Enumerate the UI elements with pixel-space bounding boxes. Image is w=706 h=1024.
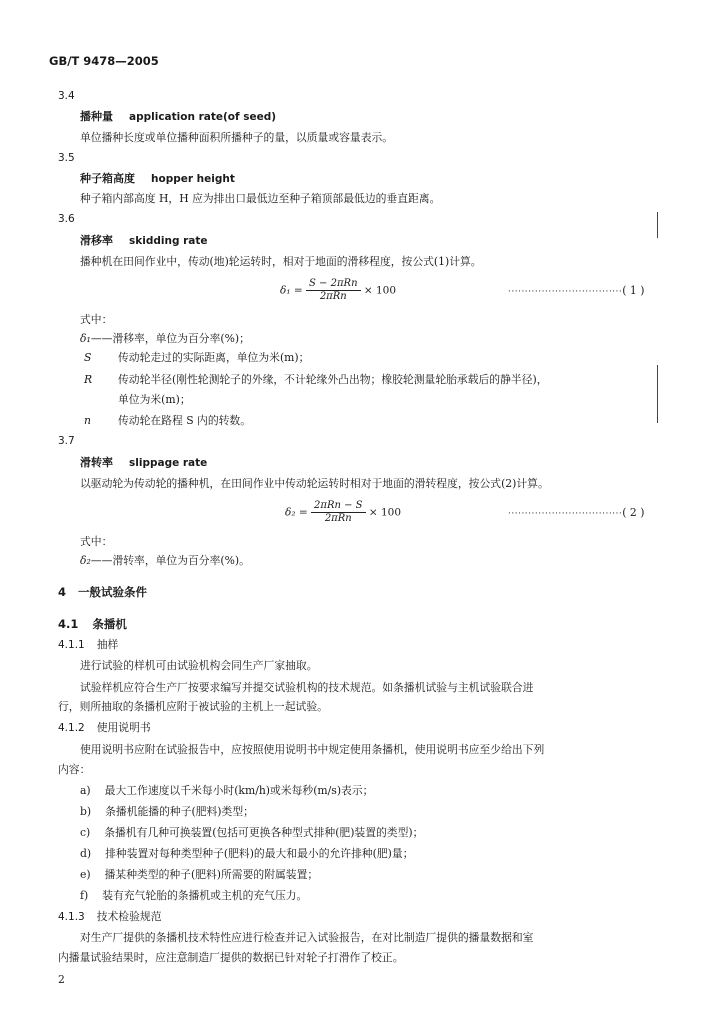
variable-def-continued: 单位为米(m)； [118, 393, 191, 406]
subsection-heading [58, 617, 127, 631]
formula-numerator: 2πRn − S [311, 500, 366, 513]
equation-number: ( 2 ) [622, 506, 645, 519]
variable-def [84, 414, 251, 428]
formula-2 [285, 500, 401, 525]
term-definition: 单位播种长度或单位播种面积所播种子的量，以质量或容量表示。 [80, 131, 394, 144]
term-cn: 滑移率 [80, 234, 113, 247]
list-marker: e) [80, 868, 91, 881]
section-heading [58, 585, 147, 599]
term-heading [80, 110, 276, 124]
term-definition: 种子箱内部高度 H，H 应为排出口最低边至种子箱顶部最低边的垂直距离。 [80, 192, 441, 205]
paragraph: 进行试验的样机可由试验机构会同生产厂家抽取。 [80, 659, 318, 672]
term-heading [80, 456, 207, 470]
clause-number: 3.7 [58, 435, 75, 447]
subsection-title: 条播机 [92, 617, 127, 631]
list-item [80, 784, 373, 798]
formula-fraction [311, 500, 366, 525]
clause-number: 3.6 [58, 213, 75, 225]
list-text: 播某种类型的种子(肥料)所需要的附属装置； [104, 868, 319, 881]
variable-symbol: δ₂ [80, 554, 91, 567]
formula-numerator: S − 2πRn [306, 278, 361, 291]
clause-title: 使用说明书 [96, 721, 151, 734]
list-text: 条播机有几种可换装置(包括可更换各种型式排种(肥)装置的类型)； [104, 826, 424, 839]
formula-lhs: δ₁ = [280, 284, 303, 297]
formula-multiplier: × 100 [368, 506, 402, 519]
variable-symbol: R [84, 373, 93, 386]
variable-symbol: δ₁ [80, 332, 91, 345]
clause-number: 4.1.1 [58, 639, 85, 651]
term-definition: 以驱动轮为传动轮的播种机，在田间作业中传动轮运转时相对于地面的滑转程度，按公式(2)计算。 [80, 477, 549, 490]
term-cn: 播种量 [80, 110, 113, 123]
leader-dots: ·································· [508, 287, 623, 297]
list-item [80, 805, 254, 819]
list-item [80, 868, 318, 882]
list-item [80, 889, 307, 903]
paragraph-line: 内播量试验结果时，应注意制造厂提供的数据已针对轮子打滑作了校正。 [58, 951, 404, 964]
where-label: 式中： [80, 535, 113, 548]
formula-denominator: 2πRn [319, 291, 347, 302]
where-label: 式中： [80, 313, 113, 326]
equation-number: ( 1 ) [622, 284, 645, 297]
list-marker: b) [80, 805, 92, 818]
term-cn: 种子箱高度 [80, 172, 135, 185]
section-number: 4 [58, 585, 67, 599]
leader-dots: ·································· [508, 509, 623, 519]
variable-desc: 传动轮半径(刚性轮测轮子的外缘，不计轮缘外凸出物；橡胶轮测量轮胎承载后的静半径)， [118, 373, 548, 386]
list-marker: a) [80, 784, 91, 797]
term-en: application rate(of seed) [129, 111, 277, 123]
variable-def [84, 351, 309, 365]
scan-edge-line [657, 365, 658, 423]
clause-heading [58, 721, 151, 735]
clause-heading [58, 638, 118, 652]
paragraph-line: 内容： [58, 763, 91, 776]
term-en: skidding rate [129, 235, 208, 247]
clause-number: 4.1.2 [58, 722, 85, 734]
standard-header: GB/T 9478—2005 [49, 54, 159, 68]
list-item [80, 847, 414, 861]
formula-1 [280, 278, 396, 303]
variable-desc: 传动轮在路程 S 内的转数。 [118, 414, 252, 427]
list-text: 排种装置对每种类型种子(肥料)的最大和最小的允许排种(肥)量； [105, 847, 414, 860]
clause-number: 3.5 [58, 152, 75, 164]
formula-denominator: 2πRn [324, 513, 352, 524]
variable-desc: ——滑转率，单位为百分率(%)。 [90, 554, 250, 567]
clause-number: 3.4 [58, 90, 75, 102]
list-text: 条播机能播的种子(肥料)类型； [105, 805, 254, 818]
variable-desc: 传动轮走过的实际距离，单位为米(m)； [118, 351, 310, 364]
formula-tag [508, 506, 644, 521]
clause-heading [58, 910, 162, 924]
paragraph-line: 对生产厂提供的条播机技术特性应进行检查并记入试验报告，在对比制造厂提供的播量数据和室 [80, 931, 534, 944]
section-title: 一般试验条件 [78, 585, 148, 599]
paragraph-line: 试验样机应符合生产厂按要求编写并提交试验机构的技术规范。如条播机试验与主机试验联合进 [80, 681, 534, 694]
variable-symbol: S [84, 351, 92, 364]
paragraph-line: 行，则所抽取的条播机应附于被试验的主机上一起试验。 [58, 700, 328, 713]
term-definition: 播种机在田间作业中，传动(地)轮运转时，相对于地面的滑移程度，按公式(1)计算。 [80, 255, 482, 268]
list-text: 装有充气轮胎的条播机或主机的充气压力。 [102, 889, 308, 902]
list-marker: c) [80, 826, 91, 839]
paragraph-line: 使用说明书应附在试验报告中，应按照使用说明书中规定使用条播机，使用说明书应至少给出下列 [80, 743, 545, 756]
clause-number: 4.1.3 [58, 911, 85, 923]
term-en: slippage rate [129, 457, 208, 469]
clause-title: 抽样 [96, 638, 119, 651]
variable-def [80, 554, 250, 568]
term-heading [80, 172, 235, 186]
page-number: 2 [58, 973, 65, 986]
formula-lhs: δ₂ = [285, 506, 308, 519]
variable-def [84, 373, 548, 387]
subsection-number: 4.1 [58, 617, 79, 631]
term-cn: 滑转率 [80, 456, 113, 469]
variable-symbol: n [84, 414, 91, 427]
list-item [80, 826, 423, 840]
variable-desc: ——滑移率，单位为百分率(%)； [90, 332, 250, 345]
clause-title: 技术检验规范 [96, 910, 162, 923]
term-en: hopper height [151, 173, 235, 185]
list-marker: d) [80, 847, 92, 860]
list-marker: f) [80, 889, 89, 902]
scan-edge-line [657, 212, 658, 238]
formula-fraction [306, 278, 361, 303]
formula-multiplier: × 100 [363, 284, 397, 297]
variable-def [80, 332, 250, 346]
list-text: 最大工作速度以千米每小时(km/h)或米每秒(m/s)表示； [104, 784, 374, 797]
formula-tag [508, 284, 644, 299]
term-heading [80, 234, 208, 248]
